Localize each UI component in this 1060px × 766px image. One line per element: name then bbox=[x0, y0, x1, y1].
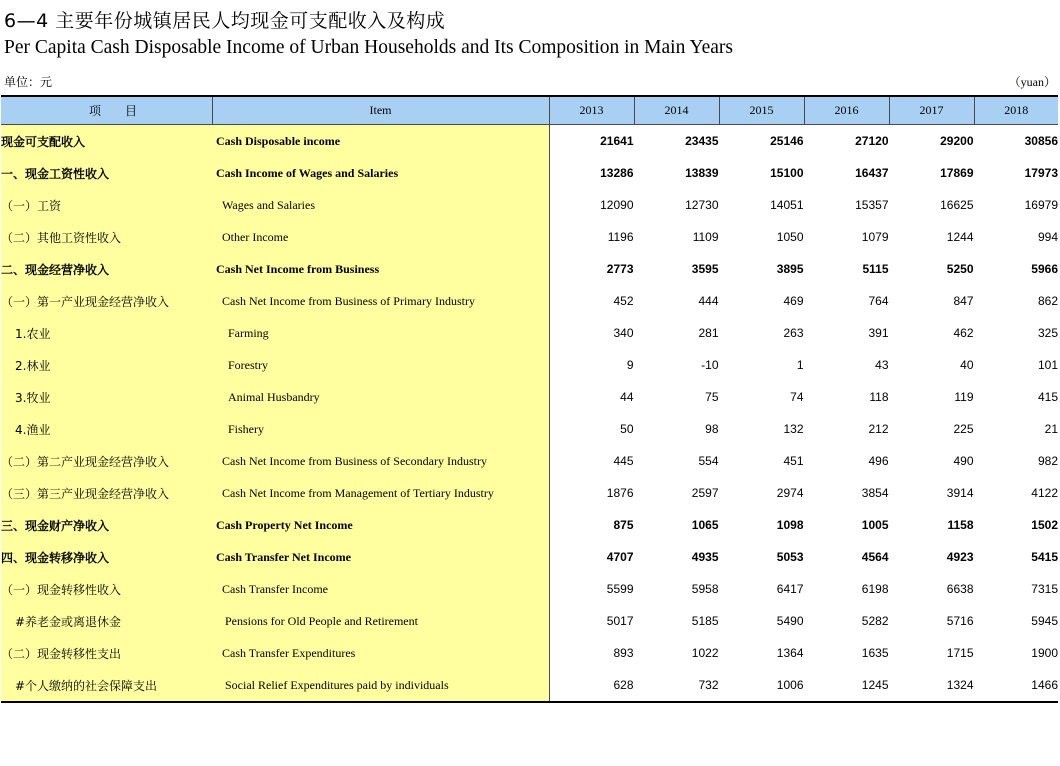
row-label-cn: （二）现金转移性支出 bbox=[1, 637, 212, 669]
value-cell-2015: 132 bbox=[783, 422, 804, 436]
table-row bbox=[1, 317, 1058, 349]
value-cell-2016: 6198 bbox=[861, 582, 889, 596]
value-cell-2017: 4923 bbox=[946, 550, 974, 564]
row-label-en: Cash Property Net Income bbox=[212, 509, 549, 541]
value-cell-2013: 21641 bbox=[549, 125, 634, 158]
row-label-en: Farming bbox=[212, 317, 549, 349]
value-cell-2015: 1006 bbox=[719, 669, 804, 702]
table-row bbox=[1, 125, 1058, 158]
row-label-cn: 一、现金工资性收入 bbox=[1, 157, 212, 189]
value-cell-2015: 5053 bbox=[776, 550, 804, 564]
value-cell-2017: 847 bbox=[953, 294, 974, 308]
value-cell-2016: 16437 bbox=[855, 166, 889, 180]
page-title-english: Per Capita Cash Disposable Income of Urban Households and Its Composition in Main Years bbox=[4, 37, 734, 58]
row-label-en: Wages and Salaries bbox=[212, 189, 549, 221]
value-cell-2014: 5185 bbox=[691, 614, 719, 628]
value-cell-2018: 994 bbox=[1037, 230, 1058, 244]
table-row bbox=[1, 477, 1058, 509]
value-cell-2018: 1466 bbox=[974, 669, 1058, 702]
value-cell-2018: 17973 bbox=[1024, 166, 1058, 180]
value-cell-2013: 893 bbox=[549, 637, 634, 669]
table-row bbox=[1, 637, 1058, 669]
table-row bbox=[1, 445, 1058, 477]
value-cell-2018: 4122 bbox=[1031, 486, 1058, 500]
table-row bbox=[1, 221, 1058, 253]
value-cell-2017: 1715 bbox=[946, 646, 974, 660]
value-cell-2016: 1005 bbox=[861, 518, 889, 532]
value-cell-2015: 2974 bbox=[776, 486, 804, 500]
row-label-en: Forestry bbox=[212, 349, 549, 381]
value-cell-2013: 50 bbox=[549, 413, 634, 445]
value-cell-2018: 101 bbox=[1037, 358, 1058, 372]
value-cell-2015: 1364 bbox=[776, 646, 804, 660]
table-row bbox=[1, 573, 1058, 605]
value-cell-2015: 6417 bbox=[776, 582, 804, 596]
value-cell-2016: 391 bbox=[868, 326, 889, 340]
row-label-en: Cash Net Income from Business of Secondary Industry bbox=[212, 445, 549, 477]
value-cell-2018: 16979 bbox=[1024, 198, 1058, 212]
value-cell-2013: 2773 bbox=[549, 253, 634, 285]
row-label-cn: #个人缴纳的社会保障支出 bbox=[1, 669, 212, 702]
row-label-cn: 三、现金财产净收入 bbox=[1, 509, 212, 541]
row-label-en: Animal Husbandry bbox=[212, 381, 549, 413]
value-cell-2015: 1098 bbox=[776, 518, 804, 532]
value-cell-2014: -10 bbox=[701, 358, 719, 372]
value-cell-2017: 3914 bbox=[946, 486, 974, 500]
row-label-en: Cash Transfer Expenditures bbox=[212, 637, 549, 669]
row-label-cn: 3.牧业 bbox=[1, 381, 212, 413]
value-cell-2018: 5945 bbox=[1031, 614, 1058, 628]
value-cell-2015: 1 bbox=[796, 358, 804, 372]
row-label-en: Pensions for Old People and Retirement bbox=[212, 605, 549, 637]
table-row bbox=[1, 381, 1058, 413]
row-label-cn: #养老金或离退休金 bbox=[1, 605, 212, 637]
table-row bbox=[1, 157, 1058, 189]
value-cell-2017: 16625 bbox=[940, 198, 974, 212]
value-cell-2016: 1079 bbox=[861, 230, 889, 244]
income-table bbox=[1, 95, 1058, 703]
value-cell-2017: 17869 bbox=[940, 166, 974, 180]
table-body bbox=[1, 125, 1058, 703]
value-cell-2013: 1196 bbox=[549, 221, 634, 253]
value-cell-2015: 3895 bbox=[776, 262, 804, 276]
row-label-en: Cash Net Income from Business bbox=[212, 253, 549, 285]
value-cell-2016: 212 bbox=[868, 422, 889, 436]
value-cell-2016: 1245 bbox=[804, 669, 889, 702]
row-label-cn: 2.林业 bbox=[1, 349, 212, 381]
row-label-en: Cash Net Income from Management of Tertiary Industry bbox=[212, 477, 549, 509]
value-cell-2018: 30856 bbox=[1024, 134, 1058, 148]
value-cell-2013: 4707 bbox=[549, 541, 634, 573]
table-row bbox=[1, 349, 1058, 381]
value-cell-2014: 444 bbox=[698, 294, 719, 308]
value-cell-2013: 44 bbox=[549, 381, 634, 413]
row-label-en: Cash Net Income from Business of Primary Industry bbox=[212, 285, 549, 317]
value-cell-2014: 3595 bbox=[691, 262, 719, 276]
row-label-en: Fishery bbox=[212, 413, 549, 445]
value-cell-2016: 1635 bbox=[861, 646, 889, 660]
value-cell-2015: 469 bbox=[783, 294, 804, 308]
value-cell-2017: 1244 bbox=[946, 230, 974, 244]
value-cell-2018: 325 bbox=[1037, 326, 1058, 340]
header-year-2013: 2013 bbox=[549, 96, 634, 125]
table-row bbox=[1, 189, 1058, 221]
table-row bbox=[1, 605, 1058, 637]
row-label-en: Social Relief Expenditures paid by individuals bbox=[212, 669, 549, 702]
value-cell-2014: 554 bbox=[698, 454, 719, 468]
value-cell-2016: 764 bbox=[868, 294, 889, 308]
row-label-cn: 现金可支配收入 bbox=[1, 125, 212, 158]
value-cell-2015: 1050 bbox=[776, 230, 804, 244]
value-cell-2015: 74 bbox=[790, 390, 804, 404]
value-cell-2016: 27120 bbox=[855, 134, 889, 148]
value-cell-2013: 445 bbox=[549, 445, 634, 477]
value-cell-2014: 75 bbox=[705, 390, 719, 404]
value-cell-2013: 1876 bbox=[549, 477, 634, 509]
value-cell-2013: 5599 bbox=[549, 573, 634, 605]
table-header-row bbox=[1, 96, 1058, 125]
value-cell-2013: 12090 bbox=[549, 189, 634, 221]
value-cell-2015: 14051 bbox=[770, 198, 804, 212]
value-cell-2014: 2597 bbox=[691, 486, 719, 500]
value-cell-2018: 1900 bbox=[1031, 646, 1058, 660]
value-cell-2014: 4935 bbox=[691, 550, 719, 564]
value-cell-2014: 23435 bbox=[685, 134, 719, 148]
value-cell-2015: 451 bbox=[783, 454, 804, 468]
value-cell-2014: 98 bbox=[705, 422, 719, 436]
value-cell-2016: 15357 bbox=[855, 198, 889, 212]
unit-label-chinese: 单位：元 bbox=[4, 75, 53, 89]
header-item-cn: 项 目 bbox=[1, 96, 212, 125]
value-cell-2016: 5282 bbox=[861, 614, 889, 628]
value-cell-2017: 225 bbox=[953, 422, 974, 436]
header-item-en: Item bbox=[212, 96, 549, 125]
value-cell-2015: 15100 bbox=[770, 166, 804, 180]
row-label-cn: 二、现金经营净收入 bbox=[1, 253, 212, 285]
value-cell-2016: 496 bbox=[868, 454, 889, 468]
row-label-cn: （一）现金转移性收入 bbox=[1, 573, 212, 605]
header-year-2016: 2016 bbox=[804, 96, 889, 125]
row-label-en: Cash Disposable income bbox=[212, 125, 549, 158]
table-row bbox=[1, 253, 1058, 285]
value-cell-2018: 7315 bbox=[1031, 582, 1058, 596]
value-cell-2014: 732 bbox=[634, 669, 719, 702]
value-cell-2014: 13839 bbox=[685, 166, 719, 180]
value-cell-2016: 3854 bbox=[861, 486, 889, 500]
value-cell-2014: 1109 bbox=[692, 230, 719, 244]
row-label-cn: （二）其他工资性收入 bbox=[1, 221, 212, 253]
row-label-cn: （三）第三产业现金经营净收入 bbox=[1, 477, 212, 509]
value-cell-2017: 119 bbox=[954, 390, 974, 404]
row-label-cn: （一）工资 bbox=[1, 189, 212, 221]
value-cell-2017: 462 bbox=[953, 326, 974, 340]
value-cell-2018: 21 bbox=[1044, 422, 1058, 436]
table-row bbox=[1, 669, 1058, 702]
value-cell-2014: 1022 bbox=[691, 646, 719, 660]
value-cell-2018: 982 bbox=[1037, 454, 1058, 468]
header-year-2017: 2017 bbox=[889, 96, 974, 125]
value-cell-2013: 628 bbox=[549, 669, 634, 702]
value-cell-2017: 29200 bbox=[940, 134, 974, 148]
value-cell-2013: 340 bbox=[549, 317, 634, 349]
value-cell-2017: 1158 bbox=[947, 518, 974, 532]
value-cell-2017: 5250 bbox=[946, 262, 974, 276]
row-label-en: Cash Income of Wages and Salaries bbox=[212, 157, 549, 189]
value-cell-2018: 862 bbox=[1037, 294, 1058, 308]
row-label-en: Cash Transfer Net Income bbox=[212, 541, 549, 573]
value-cell-2014: 281 bbox=[698, 326, 719, 340]
value-cell-2016: 5115 bbox=[862, 262, 889, 276]
value-cell-2018: 1502 bbox=[1031, 518, 1058, 532]
value-cell-2018: 415 bbox=[1037, 390, 1058, 404]
value-cell-2013: 13286 bbox=[549, 157, 634, 189]
value-cell-2013: 9 bbox=[549, 349, 634, 381]
value-cell-2015: 263 bbox=[783, 326, 804, 340]
value-cell-2014: 1065 bbox=[691, 518, 719, 532]
page-title-chinese: 6—4 主要年份城镇居民人均现金可支配收入及构成 bbox=[4, 10, 446, 32]
header-year-2018: 2018 bbox=[974, 96, 1058, 125]
value-cell-2013: 452 bbox=[549, 285, 634, 317]
table-row bbox=[1, 509, 1058, 541]
row-label-cn: 1.农业 bbox=[1, 317, 212, 349]
value-cell-2017: 6638 bbox=[946, 582, 974, 596]
value-cell-2016: 118 bbox=[869, 390, 889, 404]
table-row bbox=[1, 285, 1058, 317]
header-year-2014: 2014 bbox=[634, 96, 719, 125]
row-label-cn: （二）第二产业现金经营净收入 bbox=[1, 445, 212, 477]
value-cell-2013: 875 bbox=[549, 509, 634, 541]
row-label-en: Other Income bbox=[212, 221, 549, 253]
value-cell-2017: 40 bbox=[960, 358, 974, 372]
value-cell-2018: 5415 bbox=[1031, 550, 1058, 564]
value-cell-2015: 5490 bbox=[776, 614, 804, 628]
value-cell-2015: 25146 bbox=[770, 134, 804, 148]
value-cell-2014: 5958 bbox=[691, 582, 719, 596]
value-cell-2017: 490 bbox=[953, 454, 974, 468]
unit-label-english: （yuan） bbox=[1008, 75, 1056, 89]
value-cell-2018: 5966 bbox=[1031, 262, 1058, 276]
value-cell-2016: 43 bbox=[875, 358, 889, 372]
value-cell-2017: 5716 bbox=[946, 614, 974, 628]
table-row bbox=[1, 413, 1058, 445]
row-label-en: Cash Transfer Income bbox=[212, 573, 549, 605]
row-label-cn: 四、现金转移净收入 bbox=[1, 541, 212, 573]
row-label-cn: （一）第一产业现金经营净收入 bbox=[1, 285, 212, 317]
header-year-2015: 2015 bbox=[719, 96, 804, 125]
value-cell-2014: 12730 bbox=[685, 198, 719, 212]
value-cell-2017: 1324 bbox=[889, 669, 974, 702]
table-row bbox=[1, 541, 1058, 573]
row-label-cn: 4.渔业 bbox=[1, 413, 212, 445]
value-cell-2016: 4564 bbox=[861, 550, 889, 564]
value-cell-2013: 5017 bbox=[549, 605, 634, 637]
